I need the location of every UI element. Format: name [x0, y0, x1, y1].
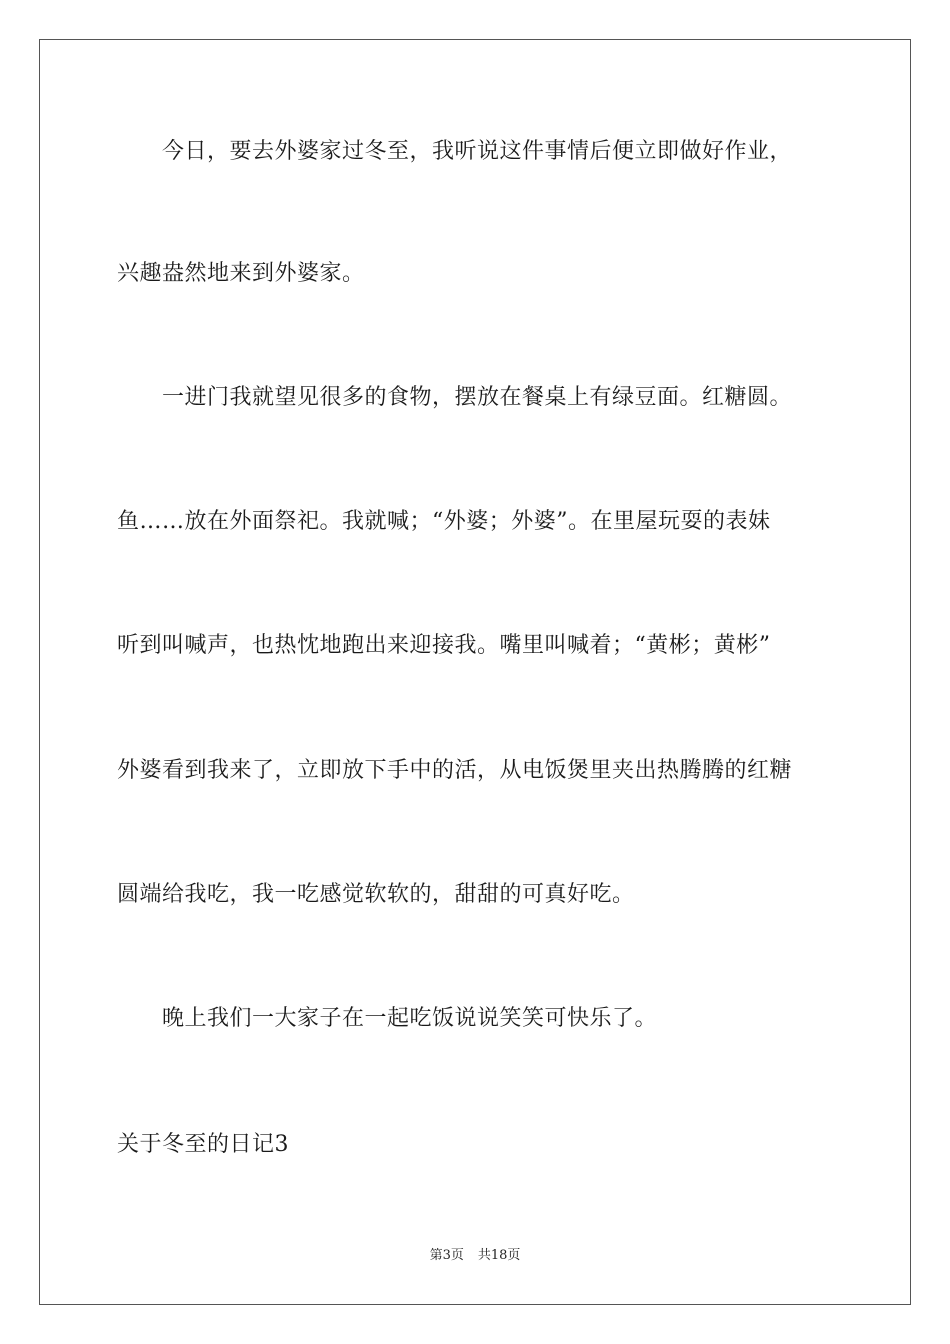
- paragraph-line: 听到叫喊声，也热忱地跑出来迎接我。嘴里叫喊着；“黄彬；黄彬”: [117, 633, 771, 658]
- page-border: [39, 39, 911, 1305]
- paragraph-line: 外婆看到我来了，立即放下手中的活，从电饭煲里夹出热腾腾的红糖: [117, 758, 793, 783]
- page-total: 共18页: [477, 1248, 521, 1263]
- paragraph-line: 一进门我就望见很多的食物，摆放在餐桌上有绿豆面。红糖圆。: [162, 385, 793, 410]
- page-number: 第3页: [429, 1248, 464, 1263]
- paragraph-line: 兴趣盎然地来到外婆家。: [117, 261, 365, 286]
- paragraph-line: 晚上我们一大家子在一起吃饭说说笑笑可快乐了。: [162, 1006, 658, 1031]
- page-footer: [0, 1247, 950, 1265]
- section-heading: 关于冬至的日记3: [117, 1132, 289, 1157]
- paragraph-line: 鱼……放在外面祭祀。我就喊；“外婆；外婆”。在里屋玩耍的表妹: [117, 509, 771, 534]
- paragraph-line: 圆端给我吃，我一吃感觉软软的，甜甜的可真好吃。: [117, 882, 635, 907]
- paragraph-line: 今日，要去外婆家过冬至，我听说这件事情后便立即做好作业，: [162, 139, 793, 164]
